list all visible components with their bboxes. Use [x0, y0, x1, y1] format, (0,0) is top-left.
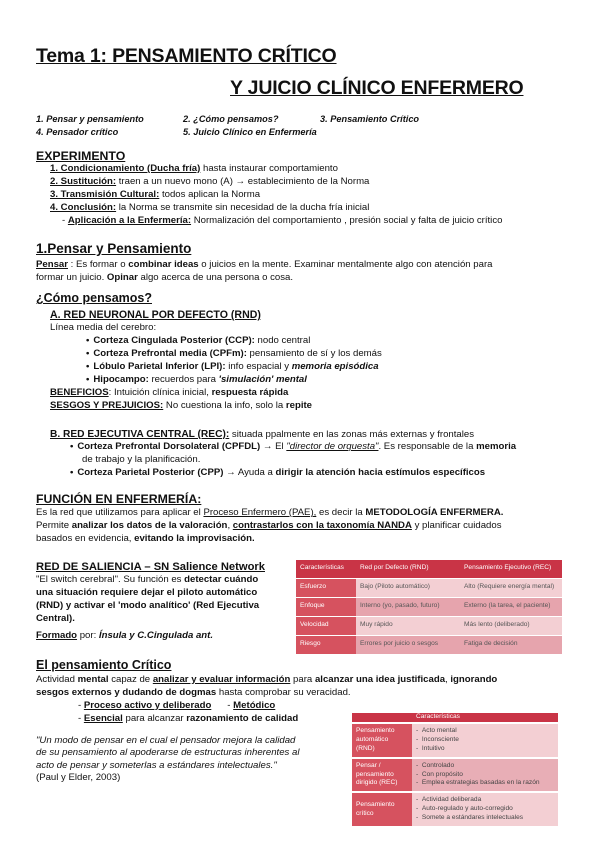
list-item: - Somete a estándares intelectuales — [416, 814, 524, 822]
rnd-item-lpi: • Lóbulo Parietal Inferior (LPI): info espacial y memoria episódica — [86, 361, 379, 374]
table-header-cell: Características — [296, 560, 356, 578]
experimento-item-1: 1. Condicionamiento (Ducha fría) hasta instaurar comportamiento — [50, 163, 338, 174]
table-row-label: Pensar / pensamiento dirigido (REC) — [352, 758, 412, 793]
quote-line: acto de pensar y someterlas a estándares intelectuales." — [36, 759, 277, 771]
title-line-1: Tema 1: PENSAMIENTO CRÍTICO — [36, 45, 337, 67]
list-item: - Emplea estrategias basadas en la razón — [416, 779, 540, 787]
saliencia-line-2: una situación requiere dejar el piloto automático — [36, 587, 258, 598]
experimento-heading: EXPERIMENTO — [36, 149, 126, 163]
critico-line-1: Actividad mental capaz de analizar y evaluar información para alcanzar una idea justificada, ignorando — [36, 674, 498, 685]
quote-line: "Un modo de pensar en el cual el pensador mejora la calidad — [36, 735, 296, 746]
table-row — [296, 578, 562, 597]
table-cell: Enfoque — [296, 597, 356, 616]
saliencia-heading: RED DE SALIENCIA – SN Salience Network — [36, 561, 265, 573]
saliencia-line-4: Central). — [36, 613, 75, 624]
rnd-beneficios: BENEFICIOS: Intuición clínica inicial, respuesta rápida — [50, 387, 289, 398]
table-cell-list — [412, 723, 558, 758]
table-row — [296, 616, 562, 635]
comparison-table-thinking — [352, 713, 558, 826]
toc-item-5: 5. Juicio Clínico en Enfermería — [183, 127, 317, 137]
table-cell: Fatiga de decisión — [460, 635, 562, 654]
quote-line: de su pensamiento al apoderarse de estructuras inherentes al — [36, 747, 300, 759]
saliencia-line-3: (RND) y activar el 'modo analítico' (Red Ejecutiva — [36, 600, 260, 611]
table-cell: Bajo (Piloto automático) — [356, 578, 460, 597]
funcion-line-3: basados en evidencia, evitando la improvisación. — [36, 533, 255, 544]
quote-citation: (Paul y Elder, 2003) — [36, 771, 121, 783]
table-cell: Interno (yo, pasado, futuro) — [356, 597, 460, 616]
table-header-cell: Red por Defecto (RND) — [356, 560, 460, 578]
list-item: - Acto mental — [416, 727, 457, 734]
table-cell-list — [412, 792, 558, 826]
rnd-item-hipocampo: • Hipocampo: recuerdos para 'simulación' mental — [86, 374, 307, 387]
pensar-line-1: Pensar : Es formar o combinar ideas o juicios en la mente. Examinar mentalmente algo con atención para — [36, 259, 493, 270]
critico-bullet-2: - Esencial para alcanzar razonamiento de calidad — [78, 713, 299, 724]
table-cell: Velocidad — [296, 616, 356, 635]
list-item: - Actividad deliberada — [416, 796, 482, 804]
table-cell: Externo (la tarea, el paciente) — [460, 597, 562, 616]
table-row — [352, 723, 558, 758]
rec-item-cpfdl: • Corteza Prefrontal Dorsolateral (CPFDL) → El "director de orquesta". Es responsable de la memoria — [70, 441, 516, 454]
saliencia-formado: Formado por: Ínsula y C.Cingulada ant. — [36, 630, 213, 641]
rnd-heading: A. RED NEURONAL POR DEFECTO (RND) — [50, 309, 261, 321]
experimento-item-3: 3. Transmisión Cultural: todos aplican la Norma — [50, 189, 261, 200]
experimento-item-2: 2. Sustitución: traen a un nuevo mono (A) → establecimiento de la Norma — [50, 176, 370, 187]
toc-item-4: 4. Pensador crítico — [36, 127, 119, 137]
rnd-item-cpfm: • Corteza Prefrontal media (CPFm): pensamiento de sí y los demás — [86, 348, 382, 361]
table-row-label: Pensamiento crítico — [352, 792, 412, 826]
table-row — [352, 792, 558, 826]
saliencia-line-1: "El switch cerebral". Su función es detectar cuándo — [36, 574, 259, 585]
critico-line-2: sesgos externos y dudando de dogmas hasta comprobar su veracidad. — [36, 687, 351, 698]
rnd-sesgos: SESGOS Y PREJUICIOS: No cuestiona la info, solo la repite — [50, 400, 313, 411]
experimento-aplicacion: - Aplicación a la Enfermería: Normalización del comportamiento , presión social y falta de juicio crítico — [62, 215, 503, 226]
table-cell: Alto (Requiere energía mental) — [460, 578, 562, 597]
list-item: - Auto-regulado y auto-corregido — [416, 805, 513, 813]
list-item: - Intuitivo — [416, 744, 445, 752]
table-row — [352, 758, 558, 793]
list-item: - Inconsciente — [416, 735, 459, 743]
toc-item-1: 1. Pensar y pensamiento — [36, 114, 144, 124]
list-item: - Con propósito — [416, 770, 463, 778]
table-cell: Errores por juicio o sesgos — [356, 635, 460, 654]
rec-item-cpfdl-cont: de trabajo y la planificación. — [82, 454, 201, 465]
toc-item-3: 3. Pensamiento Crítico — [320, 114, 420, 124]
funcion-line-2: Permite analizar los datos de la valoración, contrastarlos con la taxonomía NANDA y planificar cuidados — [36, 520, 502, 531]
table-header-row — [352, 713, 558, 723]
table-cell: Muy rápido — [356, 616, 460, 635]
critico-bullet-1: - Proceso activo y deliberado - Metódico — [78, 700, 276, 711]
table-header-cell: Características — [412, 713, 558, 723]
experimento-item-4: 4. Conclusión: la Norma se transmite sin necesidad de la ducha fría inicial — [50, 202, 370, 213]
paul-elder-quote — [36, 735, 346, 784]
toc-item-2: 2. ¿Cómo pensamos? — [183, 114, 279, 124]
funcion-heading: FUNCIÓN EN ENFERMERÍA: — [36, 492, 202, 506]
pensar-heading: 1.Pensar y Pensamiento — [36, 241, 192, 256]
pensar-line-2: formar un juicio. Opinar algo acerca de una persona o cosa. — [36, 272, 294, 283]
critico-heading: El pensamiento Crítico — [36, 658, 172, 672]
table-cell-list — [412, 758, 558, 793]
table-row — [296, 597, 562, 616]
rec-heading: B. RED EJECUTIVA CENTRAL (REC): situada ppalmente en las zonas más externas y frontales — [50, 429, 475, 440]
table-row — [296, 635, 562, 654]
table-header-empty — [352, 713, 412, 723]
table-header-row — [296, 560, 562, 578]
comparison-table-networks — [296, 560, 562, 654]
table-cell: Esfuerzo — [296, 578, 356, 597]
rnd-item-ccp: • Corteza Cingulada Posterior (CCP): nodo central — [86, 335, 310, 348]
como-heading: ¿Cómo pensamos? — [36, 291, 152, 305]
title-line-2: Y JUICIO CLÍNICO ENFERMERO — [230, 77, 524, 99]
table-cell: Riesgo — [296, 635, 356, 654]
rec-item-cpp: • Corteza Parietal Posterior (CPP) → Ayuda a dirigir la atención hacia estímulos específicos — [70, 467, 485, 480]
list-item: - Controlado — [416, 761, 455, 769]
table-cell: Más lento (deliberado) — [460, 616, 562, 635]
funcion-line-1: Es la red que utilizamos para aplicar el Proceso Enfermero (PAE), es decir la METODOLOGÍA ENFERMERA. — [36, 507, 504, 518]
table-row-label: Pensamiento automático (RND) — [352, 723, 412, 758]
rnd-subtitle: Línea media del cerebro: — [50, 322, 157, 333]
table-header-cell: Pensamiento Ejecutivo (REC) — [460, 560, 562, 578]
